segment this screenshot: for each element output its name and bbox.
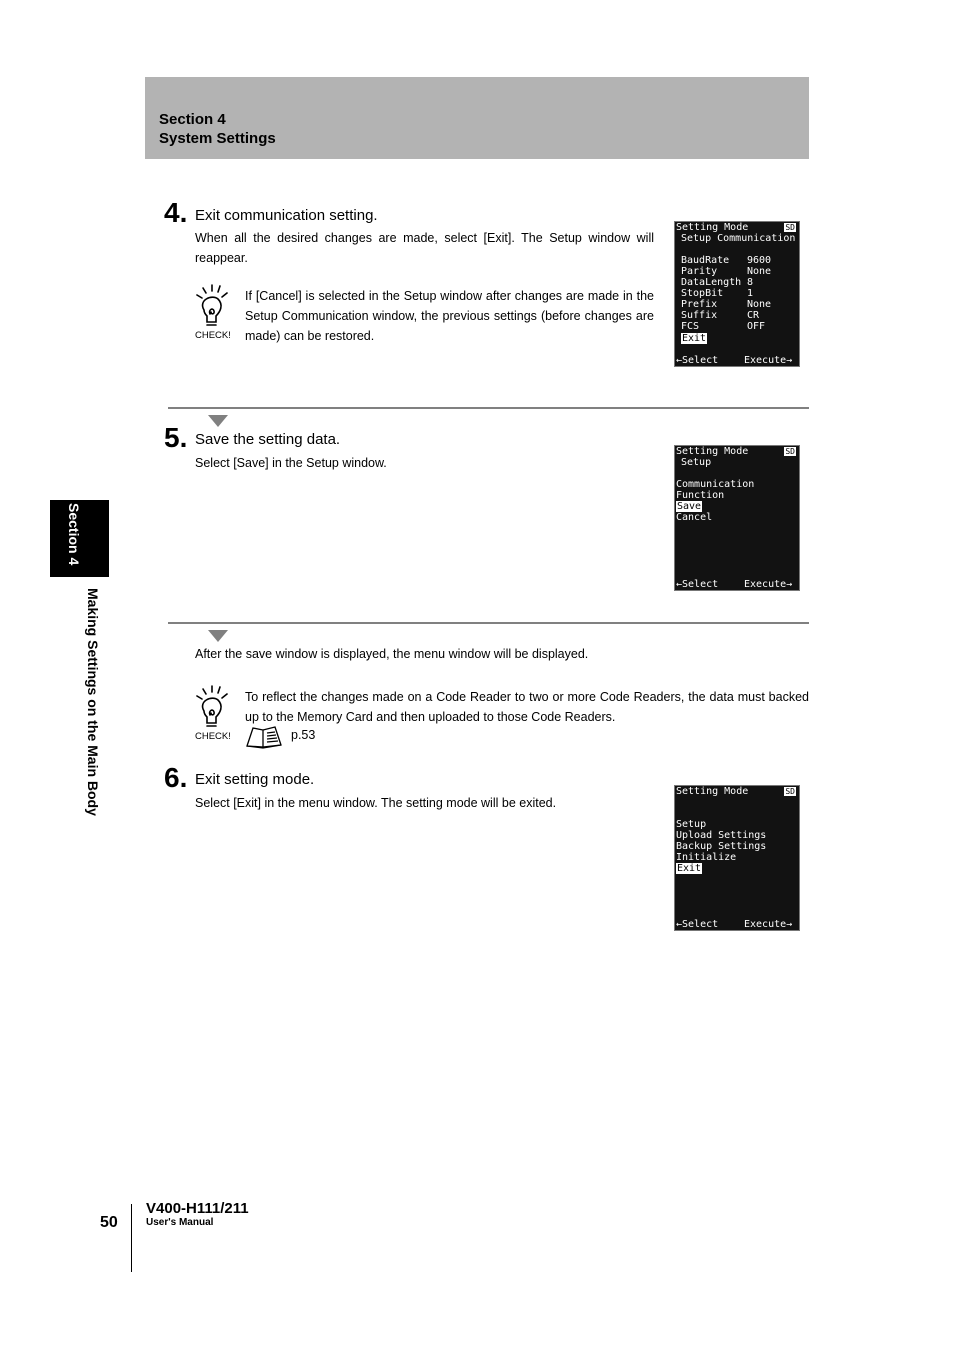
- menu-item: Initialize: [676, 852, 737, 863]
- screen-title: Setup: [681, 457, 712, 468]
- param-value: OFF: [747, 321, 766, 332]
- section-title: System Settings: [159, 130, 276, 147]
- step-5-title: Save the setting data.: [195, 431, 341, 448]
- param-label: DataLength: [681, 277, 742, 288]
- section-header: [145, 77, 809, 159]
- down-arrow-icon: [208, 415, 228, 427]
- select-hint: ←Select: [676, 919, 719, 930]
- sd-card-icon: SD: [785, 447, 795, 456]
- menu-item: Communication: [676, 479, 755, 490]
- menu-item-selected: Save: [677, 501, 702, 512]
- down-arrow-icon: [208, 630, 228, 642]
- param-value: CR: [747, 310, 760, 321]
- param-label: Suffix: [681, 310, 718, 321]
- param-label: Prefix: [681, 299, 718, 310]
- execute-hint: Execute→: [744, 579, 793, 590]
- screen-mode-label: Setting Mode: [676, 786, 749, 797]
- menu-item-selected: Exit: [677, 863, 702, 874]
- menu-item: Function: [676, 490, 725, 501]
- screen-menu: [674, 785, 800, 931]
- param-label: Parity: [681, 266, 718, 277]
- check-label: CHECK!: [195, 330, 231, 341]
- param-value: 8: [747, 277, 754, 288]
- menu-item: Setup: [676, 819, 707, 830]
- step-6-title: Exit setting mode.: [195, 771, 315, 788]
- check-block-2: [194, 685, 236, 745]
- menu-item: Upload Settings: [676, 830, 767, 841]
- step-4-title: Exit communication setting.: [195, 207, 378, 224]
- manual-label: User's Manual: [146, 1217, 214, 1228]
- step-4-text: When all the desired changes are made, select [Exit]. The Setup window will reappear.: [195, 231, 654, 265]
- param-value: None: [747, 299, 772, 310]
- param-label: StopBit: [681, 288, 724, 299]
- menu-item: Cancel: [676, 512, 713, 523]
- page-number: 50: [100, 1214, 118, 1231]
- step-5-number: 5.: [164, 422, 188, 453]
- lightbulb-icon: [194, 284, 236, 330]
- page-reference: p.53: [291, 728, 316, 742]
- screen-title: Setup Communication: [681, 233, 796, 244]
- select-hint: ←Select: [676, 579, 719, 590]
- exit-menu-item-selected: Exit: [682, 333, 707, 344]
- sd-card-icon: SD: [785, 223, 795, 232]
- param-value: 9600: [747, 255, 772, 266]
- step-6-number: 6.: [164, 762, 188, 793]
- product-model: V400-H111/211: [146, 1200, 249, 1217]
- check-label: CHECK!: [195, 731, 231, 742]
- after-save-text: After the save window is displayed, the menu window will be displayed.: [195, 647, 589, 661]
- sd-card-icon: SD: [785, 787, 795, 796]
- step-4-check-text: If [Cancel] is selected in the Setup window after changes are made in the Setup Communication window, the previous settings (before changes are made) can be restored.: [245, 289, 654, 343]
- execute-hint: Execute→: [744, 355, 793, 366]
- footer-divider: [131, 1204, 132, 1272]
- param-label: FCS: [681, 321, 700, 332]
- lightbulb-icon: [194, 685, 236, 731]
- param-label: BaudRate: [681, 255, 730, 266]
- step-divider: [168, 407, 809, 409]
- side-tab-label: Section 4: [66, 503, 82, 566]
- param-value: None: [747, 266, 772, 277]
- screen-mode-label: Setting Mode: [676, 446, 749, 457]
- step-5-check-text: To reflect the changes made on a Code Reader to two or more Code Readers, the data must backed up to the Memory Card and then uploaded to those Code Readers.: [245, 690, 809, 724]
- param-value: 1: [747, 288, 754, 299]
- check-block-1: [194, 284, 236, 344]
- step-divider: [168, 622, 809, 624]
- reference-book-icon: [245, 725, 283, 749]
- select-hint: ←Select: [676, 355, 719, 366]
- menu-item: Backup Settings: [676, 841, 767, 852]
- step-4-number: 4.: [164, 197, 188, 228]
- screen-setup-communication: [674, 221, 800, 367]
- screen-setup: [674, 445, 800, 591]
- section-number: Section 4: [159, 111, 226, 128]
- step-6-text: Select [Exit] in the menu window. The setting mode will be exited.: [195, 796, 557, 810]
- step-5-text: Select [Save] in the Setup window.: [195, 456, 387, 470]
- execute-hint: Execute→: [744, 919, 793, 930]
- screen-mode-label: Setting Mode: [676, 222, 749, 233]
- side-caption: Making Settings on the Main Body: [85, 588, 101, 816]
